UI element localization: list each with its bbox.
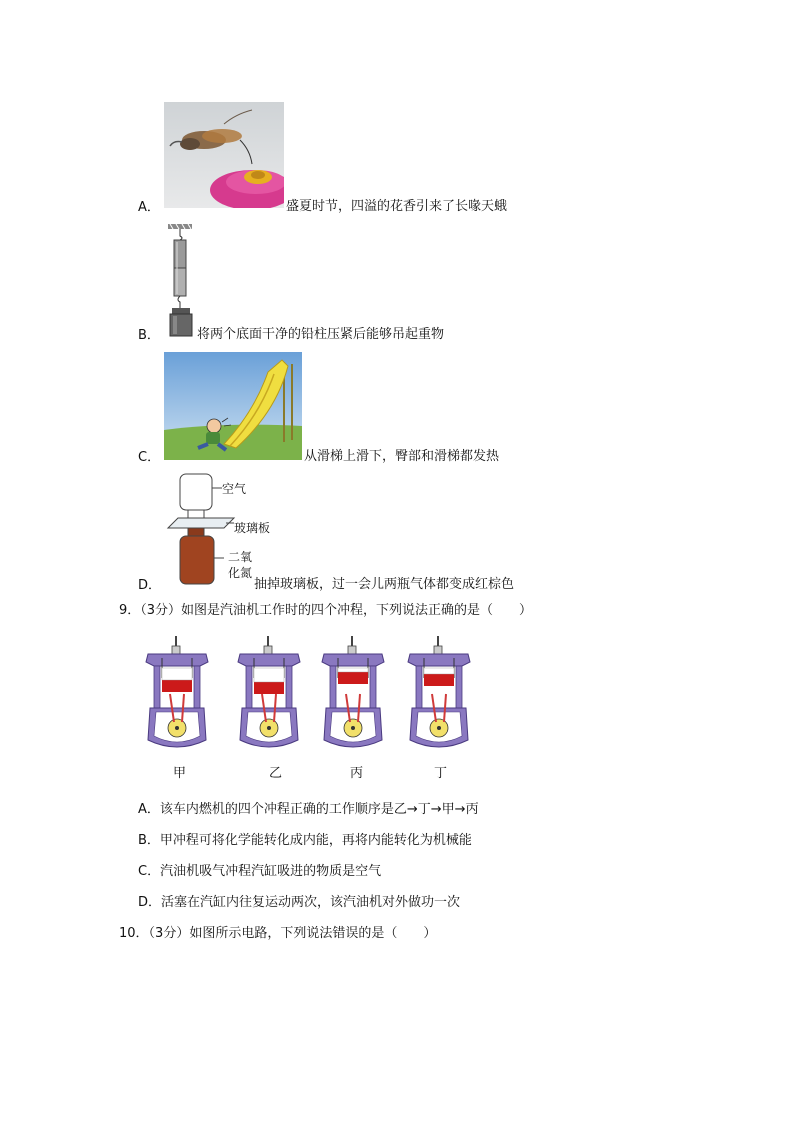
option-d-letter: D． — [138, 578, 162, 593]
option-b-figure — [166, 222, 198, 338]
engine-stroke-diagrams — [140, 636, 480, 758]
label-no2-line2: 化氮 — [228, 566, 253, 580]
option-b-text: 将两个底面干净的铅柱压紧后能够吊起重物 — [197, 327, 445, 342]
option-a-text: 盛夏时节，四溢的花香引来了长喙天蛾 — [286, 199, 508, 214]
stroke-label-jia: 甲 — [173, 766, 187, 781]
label-air: 空气 — [222, 482, 247, 496]
stroke-label-yi: 乙 — [269, 766, 283, 781]
q9-option-d: D．活塞在汽缸内往复运动两次，该汽油机对外做功一次 — [138, 895, 461, 910]
option-b-letter: B． — [138, 328, 160, 343]
label-no2-line1: 二氧 — [228, 550, 253, 564]
option-c-letter: C． — [138, 450, 161, 465]
question-10-stem: 10．（3分）如图所示电路，下列说法错误的是（ ） — [119, 926, 437, 941]
q9-option-a: A．该车内燃机的四个冲程正确的工作顺序是乙→丁→甲→丙 — [138, 802, 479, 817]
stroke-label-ding: 丁 — [434, 766, 448, 781]
option-a-letter: A． — [138, 200, 160, 215]
option-c-illustration — [164, 352, 302, 460]
option-d-text: 抽掉玻璃板，过一会儿两瓶气体都变成红棕色 — [254, 577, 515, 592]
q9-option-c: C．汽油机吸气冲程汽缸吸进的物质是空气 — [138, 864, 382, 879]
q9-option-b: B．甲冲程可将化学能转化成内能，再将内能转化为机械能 — [138, 833, 472, 848]
label-glass-plate: 玻璃板 — [234, 521, 271, 535]
stroke-label-bing: 丙 — [350, 766, 364, 781]
option-c-text: 从滑梯上滑下，臀部和滑梯都发热 — [304, 449, 500, 464]
option-a-photo — [164, 102, 284, 208]
question-9-stem: 9．（3分）如图是汽油机工作时的四个冲程，下列说法正确的是（ ） — [119, 603, 533, 618]
